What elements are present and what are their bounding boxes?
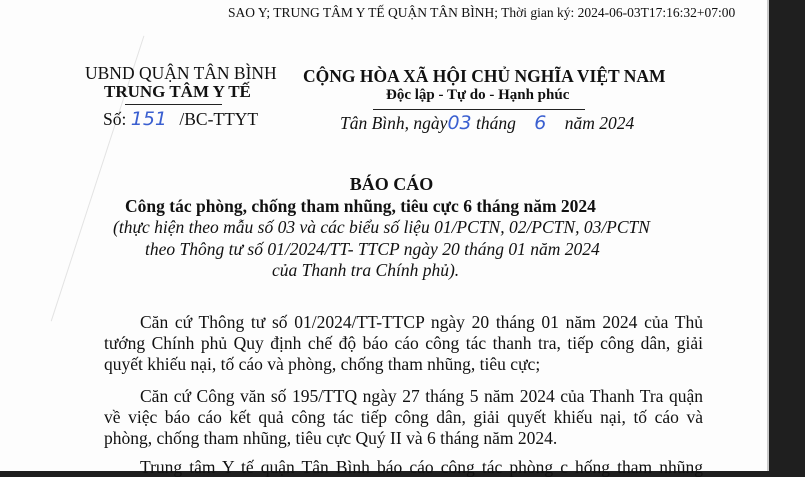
body-line: Căn cứ Công văn số 195/TTQ ngày 27 tháng 5 năm 2024 của Thanh Tra quận (140, 386, 703, 406)
signature-stamp: SAO Y; TRUNG TÂM Y TẾ QUẬN TÂN BÌNH; Thời gian ký: 2024-06-03T17:16:32+07:00 (228, 5, 736, 20)
national-title: CỘNG HÒA XÃ HỘI CHỦ NGHĨA VIỆT NAM (303, 66, 666, 86)
date-prefix: Tân Bình, ngày (340, 113, 448, 133)
report-note-line: (thực hiện theo mẫu số 03 và các biểu số liệu 01/PCTN, 02/PCTN, 03/PCTN (113, 217, 650, 237)
body-line: Trung tâm Y tế quận Tân Bình báo cáo công tác phòng c hống tham nhũng (140, 457, 703, 477)
body-line: quyết khiếu nại, tố cáo và phòng, chống tham nhũng, tiêu cực; (104, 354, 541, 374)
motto-underline (373, 109, 585, 110)
body-line: tướng Chính phủ Quy định chế độ báo cáo công tác thanh tra, tiếp công dân, giải (104, 333, 703, 353)
agency-name: UBND QUẬN TÂN BÌNH (85, 63, 277, 83)
unit-underline (125, 104, 222, 105)
month-label: tháng (476, 113, 516, 133)
so-label: Số: (103, 109, 127, 129)
unit-name: TRUNG TÂM Y TẾ (104, 82, 251, 101)
report-title: BÁO CÁO (349, 174, 434, 194)
document-number (103, 110, 258, 129)
scan-crease (0, 0, 144, 321)
body-line: về việc báo cáo kết quả công tác tiếp công dân, giải quyết khiếu nại, tố cáo và (104, 407, 703, 427)
body-line: phòng, chống tham nhũng, tiêu cực Quý II và 6 tháng năm 2024. (104, 428, 558, 448)
report-note-line: theo Thông tư số 01/2024/TT- TTCP ngày 20 tháng 01 năm 2024 (145, 239, 600, 259)
report-subtitle: Công tác phòng, chống tham nhũng, tiêu cực 6 tháng năm 2024 (125, 196, 596, 216)
date-year: năm 2024 (564, 113, 635, 133)
so-suffix: /BC-TTYT (179, 109, 259, 129)
date-month: 6 (534, 112, 547, 134)
place-date (340, 114, 634, 133)
national-motto: Độc lập - Tự do - Hạnh phúc (386, 87, 570, 103)
date-day: 03 (447, 112, 472, 134)
so-number: 151 (130, 108, 167, 130)
body-line: Căn cứ Thông tư số 01/2024/TT-TTCP ngày 20 tháng 01 năm 2024 của Thủ (140, 312, 703, 332)
report-note-line: của Thanh tra Chính phủ). (272, 260, 460, 280)
